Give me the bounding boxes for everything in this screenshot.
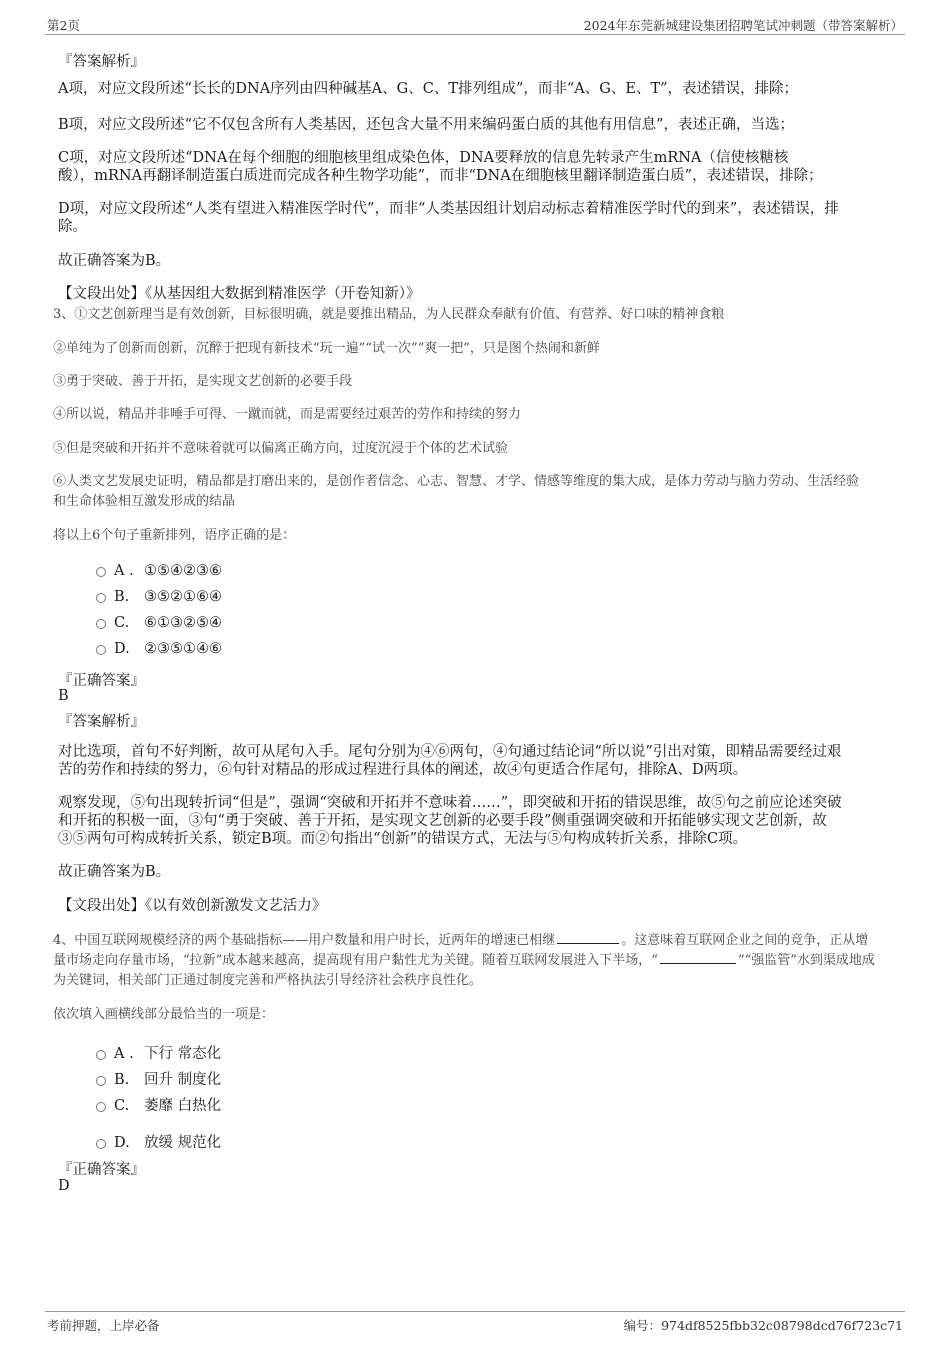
q3-analysis-label: 『答案解析』 bbox=[58, 714, 145, 730]
q4-correct-label: 『正确答案』 bbox=[58, 1162, 145, 1178]
q2-analysis-c2: 酸），mRNA再翻译制造蛋白质进而完成各种生物学功能”，而非“DNA在细胞核里翻译制造蛋白质”，表述错误，排除； bbox=[58, 168, 823, 184]
q4-option-d[interactable] bbox=[96, 1131, 221, 1151]
q2-analysis-a: A项，对应文段所述“长长的DNA序列由四种碱基A、G、C、T排列组成”，而非“A、G、E、T”，表述错误，排除； bbox=[58, 81, 799, 97]
q4-correct-answer: D bbox=[58, 1178, 70, 1194]
q3-sentence-6a: ⑥人类文艺发展史证明，精品都是打磨出来的，是创作者信念、心志、智慧、才学、情感等维度的集大成，是体力劳动与脑力劳动、生活经验 bbox=[53, 474, 860, 489]
option-text: 下行 常态化 bbox=[144, 1046, 222, 1062]
q3-option-b[interactable] bbox=[96, 589, 222, 609]
radio-icon[interactable] bbox=[96, 1139, 106, 1149]
option-letter: A . bbox=[114, 563, 134, 579]
q3-source: 【文段出处】《以有效创新激发文艺活力》 bbox=[58, 898, 327, 914]
option-text: 放缓 规范化 bbox=[144, 1135, 222, 1151]
q3-sentence-6b: 和生命体验相互激发形成的结晶 bbox=[53, 494, 236, 509]
q2-analysis-d1: D项，对应文段所述“人类有望进入精准医学时代”，而非“人类基因组计划启动标志着精准医学时代的到来”，表述错误，排 bbox=[58, 201, 839, 217]
radio-icon[interactable] bbox=[96, 1076, 106, 1086]
radio-icon[interactable] bbox=[96, 619, 106, 629]
q4-stem-text: 4、中国互联网规模经济的两个基础指标——用户数量和用户时长，近两年的增速已相继 bbox=[53, 933, 556, 948]
q3-prompt: 将以上6个句子重新排列，语序正确的是： bbox=[53, 528, 296, 543]
fill-blank-2 bbox=[660, 951, 736, 964]
option-letter: D. bbox=[114, 641, 130, 657]
q3-sentence-3: ③勇于突破、善于开拓，是实现文艺创新的必要手段 bbox=[53, 374, 353, 389]
q4-stem-line3: 为关键词，相关部门正通过制度完善和严格执法引导经济社会秩序良性化。 bbox=[53, 973, 483, 988]
q3-option-c[interactable] bbox=[96, 615, 222, 635]
q4-prompt: 依次填入画横线部分最恰当的一项是： bbox=[53, 1007, 275, 1022]
option-text: ③⑤②①⑥④ bbox=[144, 589, 222, 605]
radio-icon[interactable] bbox=[96, 645, 106, 655]
q3-analysis-p1a: 对比选项，首句不好判断，故可从尾句入手。尾句分别为④⑥两句，④句通过结论词“所以说”引出对策，即精品需要经过艰 bbox=[58, 744, 842, 760]
option-letter: B. bbox=[114, 1072, 130, 1088]
option-text: ②③⑤①④⑥ bbox=[144, 641, 222, 657]
document-title: 2024年东莞新城建设集团招聘笔试冲刺题（带答案解析） bbox=[583, 18, 903, 33]
option-letter: C. bbox=[114, 615, 130, 631]
q3-sentence-4: ④所以说，精品并非唾手可得、一蹴而就，而是需要经过艰苦的劳作和持续的努力 bbox=[53, 407, 522, 422]
radio-icon[interactable] bbox=[96, 593, 106, 603]
q2-analysis-d2: 除。 bbox=[58, 219, 87, 235]
q3-analysis-p2a: 观察发现，⑤句出现转折词“但是”，强调“突破和开拓并不意味着……”，即突破和开拓的错误思维，故⑤句之前应论述突破 bbox=[58, 795, 842, 811]
radio-icon[interactable] bbox=[96, 567, 106, 577]
q2-source: 【文段出处】《从基因组大数据到精准医学（开卷知新）》 bbox=[58, 286, 421, 302]
q3-analysis-p2c: ③⑤两句可构成转折关系，锁定B项。而②句指出“创新”的错误方式，无法与⑤句构成转折关系，排除C项。 bbox=[58, 831, 748, 847]
q3-sentence-2: ②单纯为了创新而创新，沉醉于把现有新技术“玩一遍”“试一次”“爽一把”，只是图个热闹和新鲜 bbox=[53, 341, 600, 356]
q3-correct-label: 『正确答案』 bbox=[58, 673, 145, 689]
option-text: 回升 制度化 bbox=[144, 1072, 222, 1088]
q3-analysis-p2b: 和开拓的积极一面，③句“勇于突破、善于开拓，是实现文艺创新的必要手段”侧重强调突破和开拓能够实现文艺创新，故 bbox=[58, 813, 827, 829]
option-text: 萎靡 白热化 bbox=[144, 1098, 222, 1114]
footer-slogan: 考前押题，上岸必备 bbox=[47, 1318, 160, 1333]
fill-blank-1 bbox=[557, 931, 619, 944]
q2-conclusion: 故正确答案为B。 bbox=[58, 253, 171, 269]
q2-analysis-label: 『答案解析』 bbox=[58, 54, 145, 70]
q3-option-d[interactable] bbox=[96, 641, 222, 661]
q2-analysis-c1: C项，对应文段所述“DNA在每个细胞的细胞核里组成染色体，DNA要释放的信息先转录产生mRNA（信使核糖核 bbox=[58, 150, 789, 166]
q3-analysis-p1b: 苦的劳作和持续的努力，⑥句针对精品的形成过程进行具体的阐述，故④句更适合作尾句，排除A、D两项。 bbox=[58, 762, 748, 778]
page-number: 第2页 bbox=[47, 18, 80, 33]
q4-stem-line2 bbox=[53, 951, 875, 971]
q3-conclusion: 故正确答案为B。 bbox=[58, 864, 171, 880]
q4-option-a[interactable] bbox=[96, 1042, 221, 1062]
q4-stem-text: 量市场走向存量市场，“拉新”成本越来越高，提高现有用户黏性尤为关键。随着互联网发展进入下半场，“ bbox=[53, 953, 658, 968]
radio-icon[interactable] bbox=[96, 1102, 106, 1112]
option-letter: B. bbox=[114, 589, 130, 605]
option-text: ⑥①③②⑤④ bbox=[144, 615, 222, 631]
page-footer bbox=[45, 1311, 905, 1334]
q4-stem-text: 。这意味着互联网企业之间的竞争，正从增 bbox=[621, 933, 869, 948]
option-letter: C. bbox=[114, 1098, 130, 1114]
q3-option-a[interactable] bbox=[96, 563, 222, 583]
q4-stem-text: ”“强监管”水到渠成地成 bbox=[737, 953, 875, 968]
page-header bbox=[45, 14, 905, 35]
q4-stem-line1 bbox=[53, 931, 868, 951]
option-text: ①⑤④②③⑥ bbox=[144, 563, 222, 579]
radio-icon[interactable] bbox=[96, 1050, 106, 1060]
q4-option-c[interactable] bbox=[96, 1094, 221, 1114]
option-letter: A . bbox=[114, 1046, 134, 1062]
q3-sentence-1: 3、①文艺创新理当是有效创新，目标很明确，就是要推出精品，为人民群众奉献有价值、有营养、好口味的精神食粮 bbox=[53, 307, 725, 322]
q2-analysis-b: B项，对应文段所述“它不仅包含所有人类基因，还包含大量不用来编码蛋白质的其他有用信息”，表述正确，当选； bbox=[58, 117, 794, 133]
document-code: 编号：974df8525fbb32c08798dcd76f723c71 bbox=[623, 1318, 903, 1333]
q3-correct-answer: B bbox=[58, 688, 69, 704]
q4-option-b[interactable] bbox=[96, 1068, 221, 1088]
q3-sentence-5: ⑤但是突破和开拓并不意味着就可以偏离正确方向，过度沉浸于个体的艺术试验 bbox=[53, 441, 509, 456]
option-letter: D. bbox=[114, 1135, 130, 1151]
